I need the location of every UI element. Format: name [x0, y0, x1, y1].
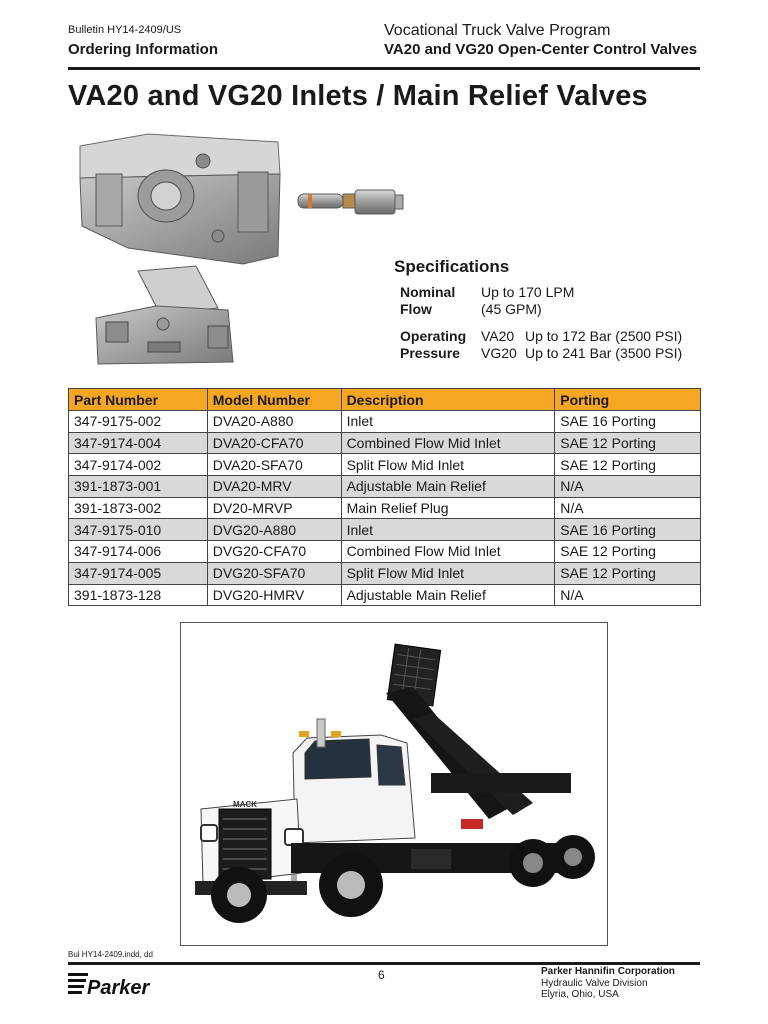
header-model-number: Model Number: [207, 389, 341, 411]
specifications-heading: Specifications: [394, 257, 510, 276]
va20-pressure: Up to 172 Bar (2500 PSI): [525, 328, 683, 344]
hooklift-arm: [386, 644, 571, 829]
operating-pressure-label-line2: Pressure: [400, 345, 460, 361]
part-number-cell: 347-9175-002: [69, 411, 208, 433]
header-part-number: Part Number: [69, 389, 208, 411]
description-cell: Inlet: [341, 519, 555, 541]
vg20-pressure: Up to 241 Bar (3500 PSI): [525, 345, 683, 361]
header-description: Description: [341, 389, 555, 411]
vg20-model: VG20: [481, 345, 517, 361]
part-number-cell: 347-9175-010: [69, 519, 208, 541]
parker-logo-text: Parker: [87, 977, 150, 999]
operating-pressure-label-line1: Operating: [400, 328, 467, 344]
table-row: [69, 432, 701, 454]
part-number-cell: 391-1873-128: [69, 584, 208, 606]
division-name: Hydraulic Valve Division: [541, 978, 648, 989]
description-cell: Split Flow Mid Inlet: [341, 562, 555, 584]
valve-product-image: [68, 126, 408, 376]
inlet-body-image: [80, 134, 280, 264]
fuel-tank: [411, 849, 451, 869]
description-cell: Inlet: [341, 411, 555, 433]
porting-cell: N/A: [555, 584, 701, 606]
nominal-flow-label-line1: Nominal: [400, 284, 456, 300]
model-number-cell: DVA20-A880: [207, 411, 341, 433]
model-number-cell: DVG20-SFA70: [207, 562, 341, 584]
part-number-cell: 347-9174-005: [69, 562, 208, 584]
description-cell: Combined Flow Mid Inlet: [341, 432, 555, 454]
description-cell: Combined Flow Mid Inlet: [341, 541, 555, 563]
porting-cell: SAE 12 Porting: [555, 432, 701, 454]
table-row: [69, 519, 701, 541]
section-title: Ordering Information: [68, 41, 218, 58]
file-note: Bul HY14-2409.indd, dd: [68, 950, 153, 959]
mid-inlet-image: [96, 266, 233, 364]
model-number-cell: DVA20-SFA70: [207, 454, 341, 476]
header-porting: Porting: [555, 389, 701, 411]
table-row: [69, 562, 701, 584]
header-divider: [68, 67, 700, 70]
porting-cell: SAE 16 Porting: [555, 411, 701, 433]
va20-model: VA20: [481, 328, 515, 344]
model-number-cell: DVA20-CFA70: [207, 432, 341, 454]
truck-photo-frame: [180, 622, 608, 946]
table-row: [69, 454, 701, 476]
product-title: VA20 and VG20 Open-Center Control Valves: [384, 41, 698, 58]
nominal-flow-label-line2: Flow: [400, 301, 432, 317]
porting-cell: SAE 12 Porting: [555, 562, 701, 584]
porting-cell: SAE 12 Porting: [555, 454, 701, 476]
program-title: Vocational Truck Valve Program: [384, 22, 611, 39]
bulletin-number: Bulletin HY14-2409/US: [68, 24, 182, 36]
model-number-cell: DVA20-MRV: [207, 476, 341, 498]
parker-logo: [68, 970, 156, 1000]
footer-divider: [68, 962, 700, 965]
description-cell: Adjustable Main Relief: [341, 476, 555, 498]
mack-logo-text: MACK: [233, 800, 257, 809]
model-number-cell: DVG20-A880: [207, 519, 341, 541]
porting-cell: N/A: [555, 497, 701, 519]
hooklift-truck-image: [181, 623, 607, 945]
table-row: [69, 411, 701, 433]
parts-table: [68, 388, 701, 606]
part-number-cell: 347-9174-002: [69, 454, 208, 476]
part-number-cell: 391-1873-002: [69, 497, 208, 519]
page-number: 6: [378, 968, 385, 982]
nominal-flow-gpm: (45 GPM): [481, 301, 542, 317]
nominal-flow-lpm: Up to 170 LPM: [481, 284, 575, 300]
porting-cell: SAE 16 Porting: [555, 519, 701, 541]
page-title: VA20 and VG20 Inlets / Main Relief Valves: [68, 80, 648, 112]
description-cell: Main Relief Plug: [341, 497, 555, 519]
model-number-cell: DVG20-HMRV: [207, 584, 341, 606]
porting-cell: N/A: [555, 476, 701, 498]
company-name: Parker Hannifin Corporation: [541, 966, 675, 977]
table-row: [69, 584, 701, 606]
part-number-cell: 391-1873-001: [69, 476, 208, 498]
table-header-row: [69, 389, 701, 411]
table-row: [69, 497, 701, 519]
porting-cell: SAE 12 Porting: [555, 541, 701, 563]
description-cell: Split Flow Mid Inlet: [341, 454, 555, 476]
company-location: Elyria, Ohio, USA: [541, 989, 619, 1000]
relief-cartridge-image: [298, 190, 403, 214]
table-row: [69, 541, 701, 563]
part-number-cell: 347-9174-006: [69, 541, 208, 563]
model-number-cell: DV20-MRVP: [207, 497, 341, 519]
part-number-cell: 347-9174-004: [69, 432, 208, 454]
description-cell: Adjustable Main Relief: [341, 584, 555, 606]
model-number-cell: DVG20-CFA70: [207, 541, 341, 563]
table-row: [69, 476, 701, 498]
